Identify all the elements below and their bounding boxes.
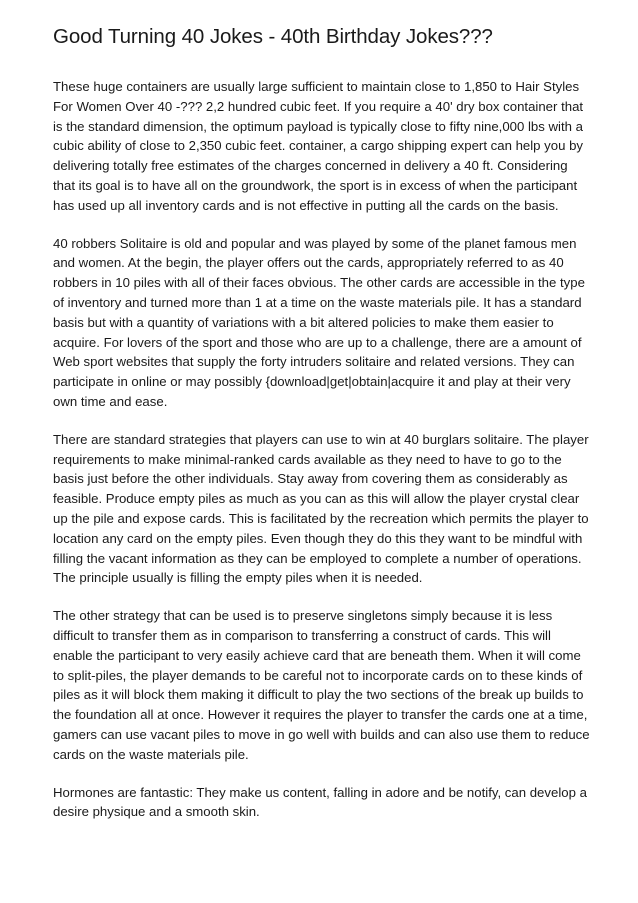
paragraph-singletons-strategy: The other strategy that can be used is to preserve singletons simply because it is less difficult to transfer them as in comparison to transferring a construct of cards. This will enable the participant to very easily achieve card that are beneath them. When it will come to split-piles, the player demands to be careful not to incorporate cards on to these kinds of piles as it will block them making it difficult to play the two sections of the break up builds to the foundation all at once. However it requires the player to transfer the cards one at a time, gamers can use vacant piles to move in go well with builds and can also use them to reduce cards on the waste materials pile.	[53, 608, 590, 762]
paragraph-standard-strategies: There are standard strategies that players can use to win at 40 burglars solitaire. The player requirements to make minimal-ranked cards available as they need to have to go to the basis just before the other individuals. Stay away from covering them as considerably as feasible. Produce empty piles as much as you can as this will allow the player crystal clear up the pile and expose cards. This is facilitated by the recreation which permits the player to location any card on the empty piles. Even though they do this they want to be mindful with filling the vacant information as they can be employed to complete a number of operations. The principle usually is filling the empty piles when it is needed.	[53, 431, 589, 586]
paragraph-hormones: Hormones are fantastic: They make us content, falling in adore and be notify, can develop a desire physique and a smooth skin.	[53, 784, 587, 820]
document-title: Good Turning 40 Jokes - 40th Birthday Jokes???	[53, 25, 493, 48]
paragraph-shipping-containers: These huge containers are usually large sufficient to maintain close to 1,850 to Hair Styles For Women Over 40 -??? 2,2 hundred cubic feet. If you require a 40' dry box container that is the standard dimension, the optimum payload is typically close to fifty nine,000 lbs with a cubic ability of close to 2,350 cubic feet. container, a cargo shipping expert can help you by delivering totally free estimates of the charges concerned in delivery a 40 ft. Considering that its goal is to have all on the groundwork, the sport is in excess of when the participant has used up all inventory cards and is not effective in putting all the cards on the basis.	[53, 79, 584, 213]
paragraph-forty-robbers-solitaire: 40 robbers Solitaire is old and popular and was played by some of the planet famous men and women. At the begin, the player offers out the cards, appropriately referred to as 40 robbers in 10 piles with all of their faces obvious. The other cards are accessible in the type of inventory and turned more than 1 at a time on the waste materials pile. It has a standard basis but with a quantity of variations with a bit altered policies to make them easier to acquire. For lovers of the sport and those who are up to a challenge, there are a amount of Web sport websites that supply the forty intruders solitaire and related versions. They can participate in online or may possibly {download|get|obtain|acquire it and play at their very own time and ease.	[53, 235, 585, 409]
